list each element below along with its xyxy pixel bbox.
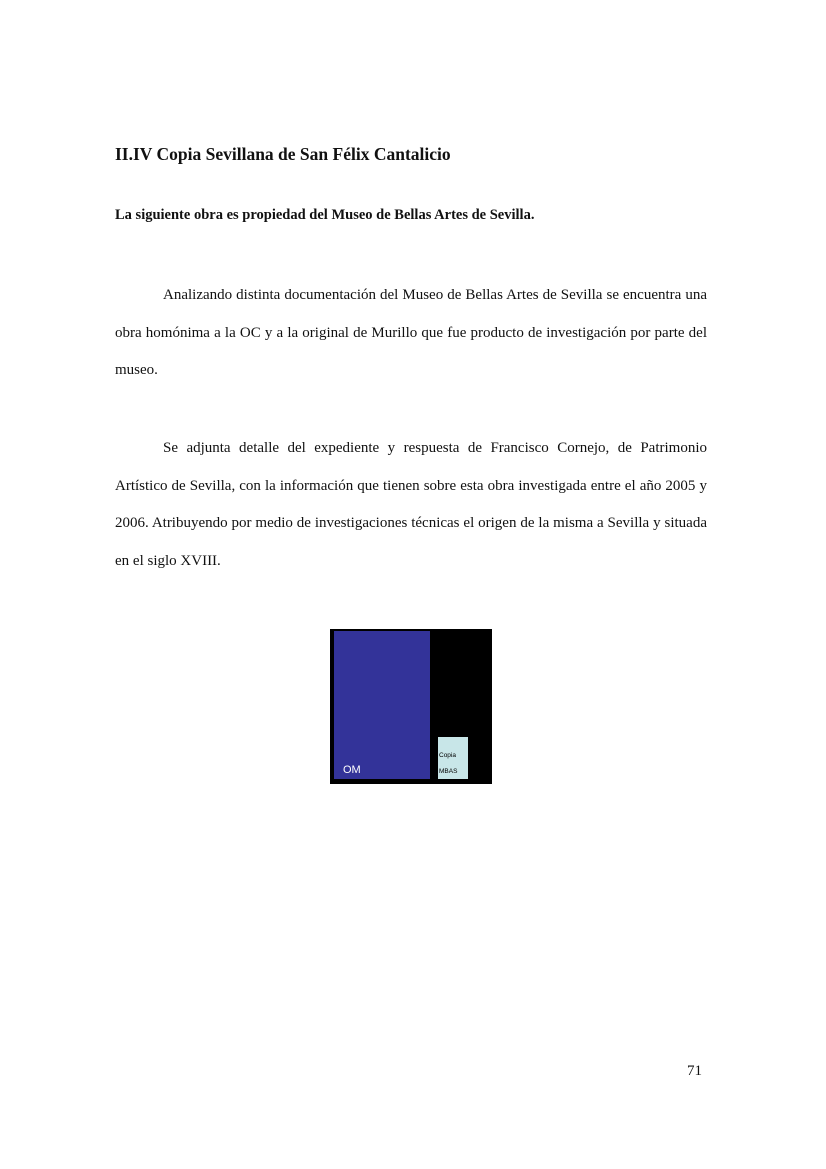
om-painting-block [334,631,430,779]
size-comparison-figure [330,629,492,784]
copia-label: Copia [439,752,456,759]
om-label: OM [343,764,361,776]
section-heading: II.IV Copia Sevillana de San Félix Cantalicio [115,144,451,164]
page-number: 71 [687,1063,702,1079]
copia-mbas-block [438,737,468,779]
paragraph-analysis: Analizando distinta documentación del Museo de Bellas Artes de Sevilla se encuentra una obra homónima a la OC y a la original de Murillo que fue producto de investigación por parte del museo. [115,287,707,378]
ownership-note: La siguiente obra es propiedad del Museo de Bellas Artes de Sevilla. [115,207,535,223]
paragraph-attachment: Se adjunta detalle del expediente y respuesta de Francisco Cornejo, de Patrimonio Artístico de Sevilla, con la información que tienen sobre esta obra investigada entre el año 2005 y 2006. Atribuyendo por medio de investigaciones técnicas el origen de la misma a Sevilla y situada en el siglo XVIII. [115,440,707,569]
mbas-label: MBAS [439,768,458,775]
